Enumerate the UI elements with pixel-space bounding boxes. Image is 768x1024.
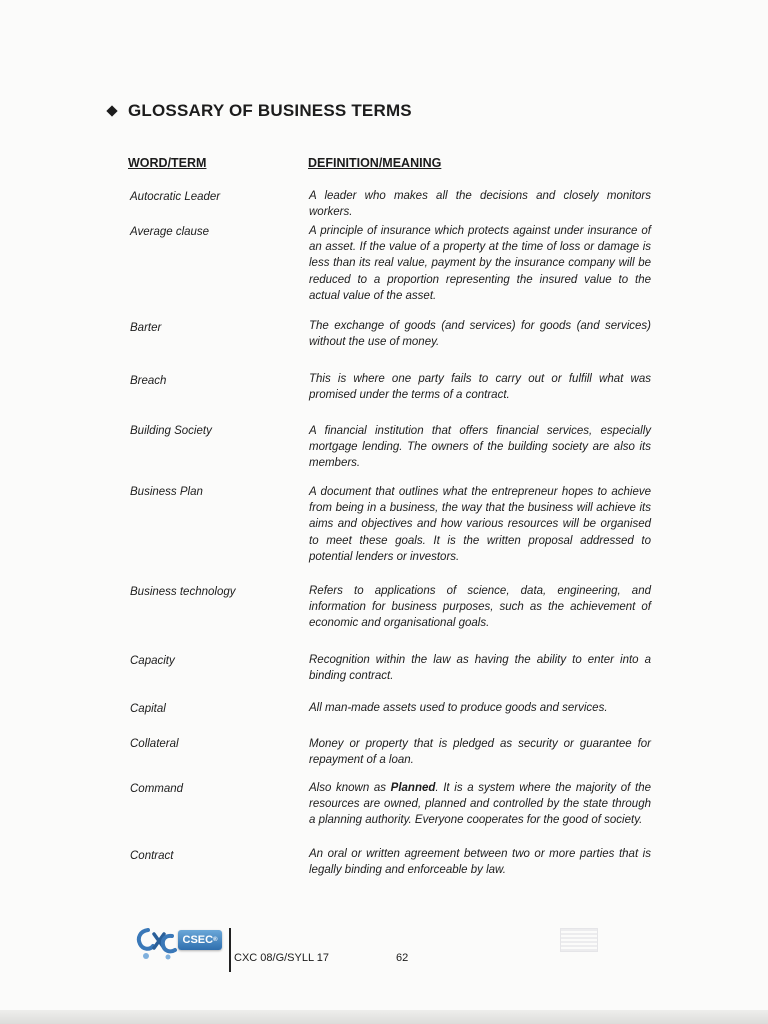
glossary-term: Capacity xyxy=(130,655,175,667)
glossary-term: Capital xyxy=(130,703,166,715)
glossary-definition: This is where one party fails to carry out or fulfill what was promised under the terms of a contract. xyxy=(309,373,651,402)
csec-badge: CSEC ® xyxy=(178,930,222,950)
diamond-bullet-icon xyxy=(106,105,117,116)
cxc-logo-icon xyxy=(134,926,178,962)
logo-text: CXC xyxy=(134,926,137,927)
glossary-term: Command xyxy=(130,783,184,795)
page-bottom-edge xyxy=(0,1010,768,1024)
glossary-term: Business Plan xyxy=(130,486,203,498)
glossary-definition: A document that outlines what the entrepreneur hopes to achieve from being in a business, the way that the business will achieve its aims and objectives and how various resources will be organised to meet these goals. It is the written proposal addressed to potential lenders or investors. xyxy=(309,486,651,563)
definition-text-bold: Planned xyxy=(390,782,436,794)
page-footer xyxy=(130,922,430,972)
glossary-term: Average clause xyxy=(130,226,210,238)
column-header-term: WORD/TERM xyxy=(128,156,207,170)
glossary-definition: Refers to applications of science, data, engineering, and information for business purposes, such as the achievement of economic and organisational goals. xyxy=(309,585,651,630)
glossary-definition: Money or property that is pledged as security or guarantee for repayment of a loan. xyxy=(309,738,651,767)
glossary-term: Building Society xyxy=(130,425,212,437)
faint-stamp-mark xyxy=(560,928,644,954)
glossary-definition: The exchange of goods (and services) for goods (and services) without the use of money. xyxy=(309,320,651,349)
glossary-definition: An oral or written agreement between two or more parties that is legally binding and enforceable by law. xyxy=(309,848,651,877)
footer-divider xyxy=(229,928,231,972)
page-title xyxy=(108,101,412,121)
stamp-box-icon xyxy=(560,928,598,952)
glossary-term: Barter xyxy=(130,322,162,334)
glossary-term: Autocratic Leader xyxy=(130,191,221,203)
definition-text-pre: Also known as xyxy=(309,782,391,794)
glossary-term: Breach xyxy=(130,375,167,387)
glossary-term: Collateral xyxy=(130,738,179,750)
column-header-definition: DEFINITION/MEANING xyxy=(308,156,442,170)
page-title-text: GLOSSARY OF BUSINESS TERMS xyxy=(128,101,412,120)
glossary-term: Contract xyxy=(130,850,174,862)
syllabus-code: CXC 08/G/SYLL 17 xyxy=(234,952,329,964)
csec-badge-label: CSEC xyxy=(182,934,214,946)
glossary-term: Business technology xyxy=(130,586,236,598)
definition-text-post: . It is a system where the majority of the resources are owned, planned and controlled by the state through a planning authority. Everyone cooperates for the good of society. xyxy=(309,782,651,827)
glossary-definition xyxy=(309,780,651,829)
glossary-definition: A financial institution that offers financial services, especially mortgage lending. The owners of the building society are also its members. xyxy=(309,425,651,470)
page-number: 62 xyxy=(396,952,409,964)
glossary-definition: A principle of insurance which protects against under insurance of an asset. If the value of a property at the time of loss or damage is less than its real value, payment by the insurance company will be reduced to a proportion representing the insured value to the actual value of the asset. xyxy=(309,225,651,302)
glossary-definition: All man-made assets used to produce goods and services. xyxy=(309,702,608,714)
glossary-definition: A leader who makes all the decisions and closely monitors workers. xyxy=(309,190,651,219)
glossary-definition: Recognition within the law as having the ability to enter into a binding contract. xyxy=(309,654,651,683)
